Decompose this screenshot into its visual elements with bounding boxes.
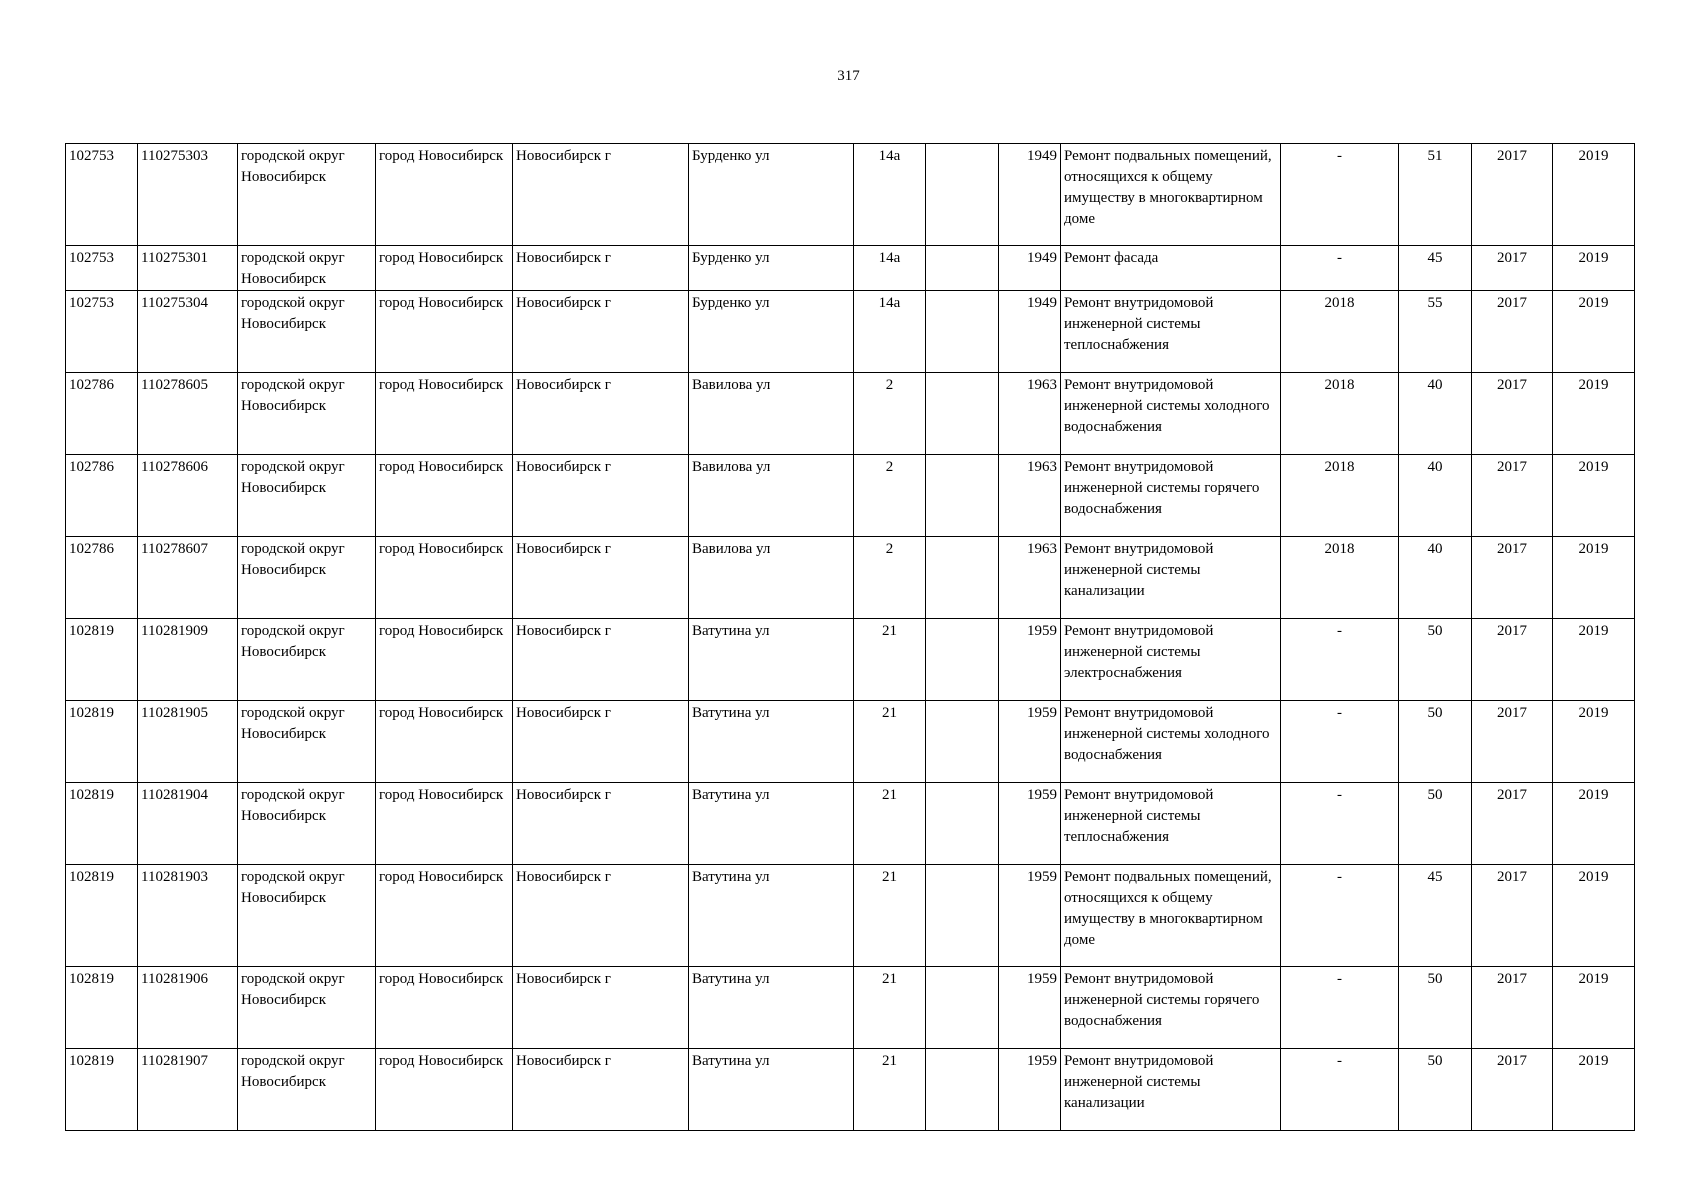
house-number-cell: 2 [854,537,926,619]
table-row [66,783,1635,865]
block-cell [926,537,999,619]
start-year-cell: 2017 [1472,291,1553,373]
house-id-cell: 102753 [66,291,138,373]
district-cell: городской округ Новосибирск [238,865,376,967]
wear-cell: 50 [1399,1049,1472,1131]
district-cell: городской округ Новосибирск [238,537,376,619]
work-type-cell: Ремонт внутридомовой инженерной системы электроснабжения [1061,619,1281,701]
start-year-cell: 2017 [1472,865,1553,967]
survey-year-cell: - [1281,865,1399,967]
house-id-cell: 102819 [66,865,138,967]
capital-repair-table [65,143,1635,1131]
work-type-cell: Ремонт внутридомовой инженерной системы холодного водоснабжения [1061,701,1281,783]
street-cell: Ватутина ул [689,1049,854,1131]
settlement-cell: город Новосибирск [376,144,513,246]
house-number-cell: 21 [854,967,926,1049]
street-cell: Ватутина ул [689,783,854,865]
table-row [66,537,1635,619]
house-id-cell: 102819 [66,783,138,865]
street-cell: Ватутина ул [689,967,854,1049]
block-cell [926,865,999,967]
district-cell: городской округ Новосибирск [238,246,376,291]
build-year-cell: 1949 [999,246,1061,291]
wear-cell: 40 [1399,455,1472,537]
wear-cell: 50 [1399,619,1472,701]
street-cell: Вавилова ул [689,537,854,619]
survey-year-cell: - [1281,144,1399,246]
wear-cell: 40 [1399,373,1472,455]
work-type-cell: Ремонт внутридомовой инженерной системы холодного водоснабжения [1061,373,1281,455]
city-cell: Новосибирск г [513,246,689,291]
street-cell: Вавилова ул [689,373,854,455]
work-type-cell: Ремонт внутридомовой инженерной системы канализации [1061,1049,1281,1131]
work-code-cell: 110275304 [138,291,238,373]
block-cell [926,701,999,783]
house-number-cell: 21 [854,701,926,783]
table-row [66,144,1635,246]
build-year-cell: 1959 [999,783,1061,865]
work-code-cell: 110275303 [138,144,238,246]
wear-cell: 45 [1399,246,1472,291]
end-year-cell: 2019 [1553,1049,1635,1131]
work-type-cell: Ремонт внутридомовой инженерной системы канализации [1061,537,1281,619]
build-year-cell: 1959 [999,967,1061,1049]
end-year-cell: 2019 [1553,701,1635,783]
wear-cell: 50 [1399,701,1472,783]
settlement-cell: город Новосибирск [376,865,513,967]
house-id-cell: 102819 [66,967,138,1049]
end-year-cell: 2019 [1553,373,1635,455]
start-year-cell: 2017 [1472,783,1553,865]
settlement-cell: город Новосибирск [376,783,513,865]
settlement-cell: город Новосибирск [376,1049,513,1131]
street-cell: Ватутина ул [689,865,854,967]
block-cell [926,246,999,291]
settlement-cell: город Новосибирск [376,246,513,291]
house-number-cell: 21 [854,619,926,701]
city-cell: Новосибирск г [513,967,689,1049]
work-type-cell: Ремонт подвальных помещений, относящихся к общему имуществу в многоквартирном доме [1061,865,1281,967]
table-row [66,967,1635,1049]
city-cell: Новосибирск г [513,144,689,246]
survey-year-cell: 2018 [1281,537,1399,619]
city-cell: Новосибирск г [513,1049,689,1131]
start-year-cell: 2017 [1472,967,1553,1049]
page-number: 317 [837,68,860,84]
wear-cell: 45 [1399,865,1472,967]
city-cell: Новосибирск г [513,455,689,537]
start-year-cell: 2017 [1472,1049,1553,1131]
table-row [66,246,1635,291]
table-row [66,619,1635,701]
work-code-cell: 110281909 [138,619,238,701]
city-cell: Новосибирск г [513,537,689,619]
table-row [66,373,1635,455]
city-cell: Новосибирск г [513,619,689,701]
street-cell: Ватутина ул [689,619,854,701]
work-type-cell: Ремонт подвальных помещений, относящихся к общему имуществу в многоквартирном доме [1061,144,1281,246]
district-cell: городской округ Новосибирск [238,701,376,783]
house-id-cell: 102819 [66,619,138,701]
settlement-cell: город Новосибирск [376,291,513,373]
work-code-cell: 110281906 [138,967,238,1049]
end-year-cell: 2019 [1553,455,1635,537]
settlement-cell: город Новосибирск [376,701,513,783]
survey-year-cell: - [1281,783,1399,865]
settlement-cell: город Новосибирск [376,455,513,537]
settlement-cell: город Новосибирск [376,537,513,619]
street-cell: Ватутина ул [689,701,854,783]
build-year-cell: 1959 [999,619,1061,701]
build-year-cell: 1963 [999,455,1061,537]
work-type-cell: Ремонт фасада [1061,246,1281,291]
block-cell [926,455,999,537]
build-year-cell: 1949 [999,291,1061,373]
house-id-cell: 102819 [66,701,138,783]
block-cell [926,373,999,455]
city-cell: Новосибирск г [513,373,689,455]
work-code-cell: 110281905 [138,701,238,783]
city-cell: Новосибирск г [513,865,689,967]
block-cell [926,1049,999,1131]
work-code-cell: 110281907 [138,1049,238,1131]
block-cell [926,619,999,701]
block-cell [926,967,999,1049]
start-year-cell: 2017 [1472,701,1553,783]
start-year-cell: 2017 [1472,455,1553,537]
end-year-cell: 2019 [1553,144,1635,246]
house-id-cell: 102786 [66,373,138,455]
wear-cell: 40 [1399,537,1472,619]
work-code-cell: 110278607 [138,537,238,619]
district-cell: городской округ Новосибирск [238,144,376,246]
street-cell: Вавилова ул [689,455,854,537]
work-type-cell: Ремонт внутридомовой инженерной системы горячего водоснабжения [1061,455,1281,537]
work-code-cell: 110275301 [138,246,238,291]
table-body [66,144,1635,1131]
block-cell [926,291,999,373]
build-year-cell: 1963 [999,537,1061,619]
street-cell: Бурденко ул [689,246,854,291]
house-id-cell: 102786 [66,455,138,537]
end-year-cell: 2019 [1553,537,1635,619]
block-cell [926,783,999,865]
district-cell: городской округ Новосибирск [238,783,376,865]
build-year-cell: 1963 [999,373,1061,455]
block-cell [926,144,999,246]
start-year-cell: 2017 [1472,246,1553,291]
end-year-cell: 2019 [1553,865,1635,967]
survey-year-cell: - [1281,701,1399,783]
work-code-cell: 110281904 [138,783,238,865]
work-type-cell: Ремонт внутридомовой инженерной системы горячего водоснабжения [1061,967,1281,1049]
table-row [66,865,1635,967]
settlement-cell: город Новосибирск [376,619,513,701]
survey-year-cell: 2018 [1281,373,1399,455]
start-year-cell: 2017 [1472,373,1553,455]
house-number-cell: 2 [854,373,926,455]
table-row [66,1049,1635,1131]
work-code-cell: 110278606 [138,455,238,537]
table-row [66,455,1635,537]
house-id-cell: 102786 [66,537,138,619]
start-year-cell: 2017 [1472,537,1553,619]
city-cell: Новосибирск г [513,701,689,783]
build-year-cell: 1959 [999,1049,1061,1131]
wear-cell: 55 [1399,291,1472,373]
house-id-cell: 102819 [66,1049,138,1131]
survey-year-cell: - [1281,1049,1399,1131]
house-id-cell: 102753 [66,144,138,246]
wear-cell: 50 [1399,783,1472,865]
house-number-cell: 2 [854,455,926,537]
work-type-cell: Ремонт внутридомовой инженерной системы теплоснабжения [1061,291,1281,373]
end-year-cell: 2019 [1553,783,1635,865]
wear-cell: 50 [1399,967,1472,1049]
end-year-cell: 2019 [1553,291,1635,373]
survey-year-cell: 2018 [1281,455,1399,537]
build-year-cell: 1959 [999,865,1061,967]
start-year-cell: 2017 [1472,619,1553,701]
work-code-cell: 110278605 [138,373,238,455]
district-cell: городской округ Новосибирск [238,291,376,373]
street-cell: Бурденко ул [689,144,854,246]
survey-year-cell: - [1281,619,1399,701]
district-cell: городской округ Новосибирск [238,967,376,1049]
house-number-cell: 14а [854,144,926,246]
survey-year-cell: - [1281,246,1399,291]
survey-year-cell: - [1281,967,1399,1049]
house-number-cell: 14а [854,246,926,291]
district-cell: городской округ Новосибирск [238,619,376,701]
start-year-cell: 2017 [1472,144,1553,246]
district-cell: городской округ Новосибирск [238,455,376,537]
city-cell: Новосибирск г [513,291,689,373]
end-year-cell: 2019 [1553,619,1635,701]
work-type-cell: Ремонт внутридомовой инженерной системы теплоснабжения [1061,783,1281,865]
house-number-cell: 14а [854,291,926,373]
end-year-cell: 2019 [1553,967,1635,1049]
table-row [66,291,1635,373]
city-cell: Новосибирск г [513,783,689,865]
wear-cell: 51 [1399,144,1472,246]
settlement-cell: город Новосибирск [376,373,513,455]
work-code-cell: 110281903 [138,865,238,967]
district-cell: городской округ Новосибирск [238,373,376,455]
end-year-cell: 2019 [1553,246,1635,291]
settlement-cell: город Новосибирск [376,967,513,1049]
house-number-cell: 21 [854,783,926,865]
street-cell: Бурденко ул [689,291,854,373]
build-year-cell: 1959 [999,701,1061,783]
house-id-cell: 102753 [66,246,138,291]
house-number-cell: 21 [854,865,926,967]
house-number-cell: 21 [854,1049,926,1131]
table-row [66,701,1635,783]
build-year-cell: 1949 [999,144,1061,246]
survey-year-cell: 2018 [1281,291,1399,373]
district-cell: городской округ Новосибирск [238,1049,376,1131]
